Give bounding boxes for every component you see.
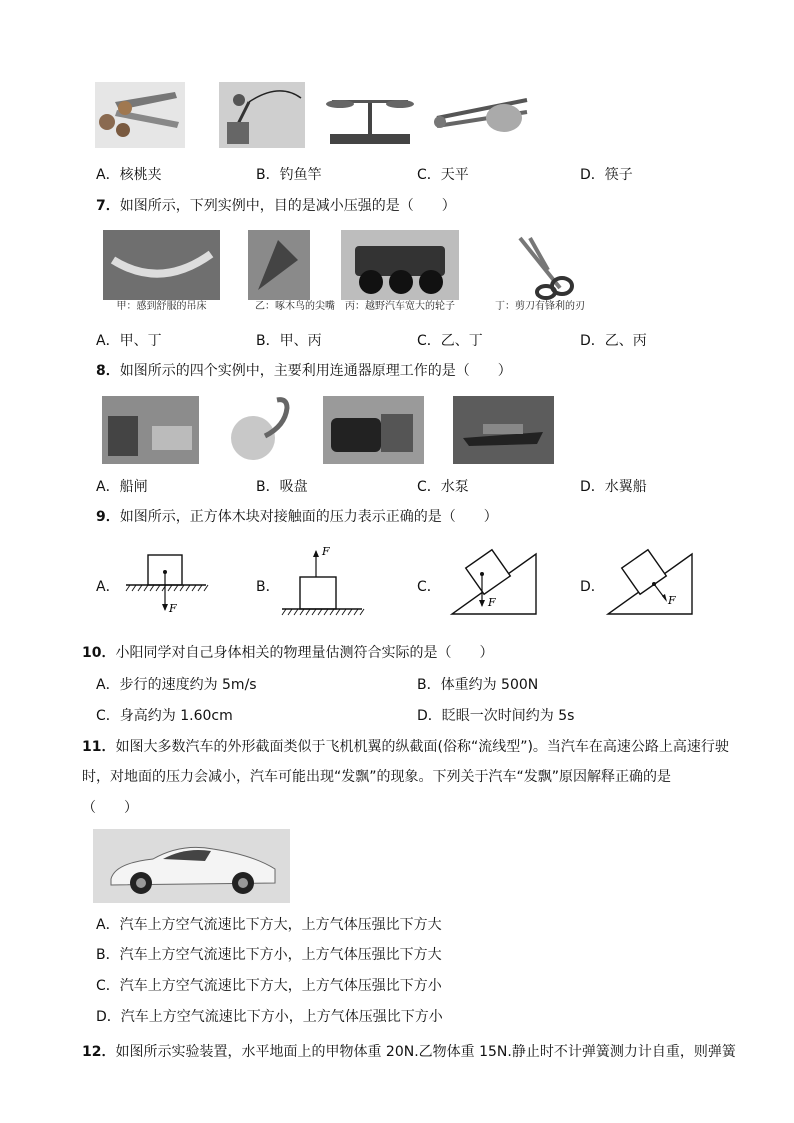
chopsticks-photo <box>432 82 532 148</box>
q9-label-b: B． <box>256 579 280 595</box>
q9-diagram-d <box>606 548 696 618</box>
question-number: 10． <box>82 645 116 661</box>
question-text: 如图大多数汽车的外形截面类似于飞机机翼的纵截面(俗称“流线型”)。当汽车在高速公路上高速行驶 <box>115 739 729 755</box>
suction-cup-photo <box>225 396 297 464</box>
question-text: 如图所示实验装置，水平地面上的甲物体重 20N.乙物体重 15N.静止时不计弹簧测力计自重，则弹簧 <box>115 1044 736 1060</box>
sports-car-icon <box>93 829 290 903</box>
walnut-cracker-photo <box>95 82 185 148</box>
q6-option-c: C．天平 <box>417 167 469 183</box>
question-number: 9． <box>96 509 120 525</box>
q10-option-d: D．眨眼一次时间约为 5s <box>417 708 575 724</box>
q9-diagram-c <box>450 548 540 618</box>
hydrofoil-icon <box>453 396 554 464</box>
ship-lock-icon <box>102 396 199 464</box>
fishing-rod-icon <box>219 82 305 148</box>
q9-diagram-b <box>282 545 362 621</box>
balance-scale-photo <box>322 82 418 148</box>
question-12-stem <box>82 1043 736 1061</box>
question-10-stem <box>82 644 493 662</box>
q8-option-c: C．水泵 <box>417 479 469 495</box>
woodpecker-icon <box>248 230 310 300</box>
question-text: 如图所示，下列实例中，目的是减小压强的是（ ） <box>119 198 456 214</box>
question-text: 如图所示的四个实例中，主要利用连通器原理工作的是（ ） <box>119 363 512 379</box>
question-8-stem <box>96 362 512 380</box>
question-text: 如图所示，正方体木块对接触面的压力表示正确的是（ ） <box>119 509 498 525</box>
q10-option-a: A．步行的速度约为 5m/s <box>96 677 257 693</box>
q11-option-d: D．汽车上方空气流速比下方小，上方气体压强比下方小 <box>96 1009 443 1025</box>
question-number: 8． <box>96 363 120 379</box>
force-label: F <box>488 596 496 609</box>
q8-option-a: A．船闸 <box>96 479 148 495</box>
q9-diagram-a <box>126 550 206 620</box>
q7-option-b: B．甲、丙 <box>256 333 322 349</box>
q11-option-b: B．汽车上方空气流速比下方小，上方气体压强比下方大 <box>96 947 442 963</box>
question-11-stem-line1 <box>82 738 729 756</box>
caption-ding: 丁：剪刀有锋利的刃 <box>490 300 590 314</box>
ship-lock-photo <box>102 396 199 464</box>
sports-car-photo <box>93 829 290 903</box>
scissors-icon <box>490 230 590 300</box>
question-number: 7． <box>96 198 120 214</box>
offroad-vehicle-icon <box>341 230 459 300</box>
caption-bing: 丙：越野汽车宽大的轮子 <box>341 300 459 314</box>
woodpecker-photo <box>248 230 335 314</box>
question-11-blank: （ ） <box>82 800 138 816</box>
q9-label-a: A． <box>96 579 120 595</box>
q8-option-b: B．吸盘 <box>256 479 308 495</box>
chopsticks-icon <box>432 82 532 148</box>
question-number: 12． <box>82 1044 116 1060</box>
question-text: 小阳同学对自己身体相关的物理量估测符合实际的是（ ） <box>115 645 494 661</box>
q7-option-c: C．乙、丁 <box>417 333 483 349</box>
scissors-photo <box>490 230 590 314</box>
water-pump-icon <box>323 396 424 464</box>
q10-option-b: B．体重约为 500N <box>417 677 539 693</box>
water-pump-photo <box>323 396 424 464</box>
question-11-stem-line2: 时，对地面的压力会减小，汽车可能出现“发飘”的现象。下列关于汽车“发飘”原因解释正确的是 <box>82 769 672 785</box>
force-label: F <box>668 594 676 607</box>
q6-option-b: B．钓鱼竿 <box>256 167 322 183</box>
balance-scale-icon <box>322 82 418 148</box>
q6-option-d: D．筷子 <box>580 167 633 183</box>
q7-option-a: A．甲、丁 <box>96 333 162 349</box>
q11-option-a: A．汽车上方空气流速比下方大，上方气体压强比下方大 <box>96 917 442 933</box>
hammock-icon <box>103 230 220 300</box>
offroad-vehicle-photo <box>341 230 459 314</box>
question-9-stem <box>96 508 498 526</box>
q9-label-c: C． <box>417 579 441 595</box>
hydrofoil-photo <box>453 396 554 464</box>
fishing-rod-photo <box>219 82 305 148</box>
q7-option-d: D．乙、丙 <box>580 333 647 349</box>
suction-cup-icon <box>225 396 297 464</box>
q9-label-d: D． <box>580 579 605 595</box>
caption-yi: 乙：啄木鸟的尖嘴 <box>240 300 350 314</box>
force-label: F <box>169 602 177 615</box>
walnut-cracker-icon <box>95 82 185 148</box>
q10-option-c: C．身高约为 1.60cm <box>96 708 233 724</box>
hammock-photo <box>103 230 220 314</box>
force-label: F <box>322 545 330 558</box>
q11-option-c: C．汽车上方空气流速比下方大，上方气体压强比下方小 <box>96 978 442 994</box>
q8-option-d: D．水翼船 <box>580 479 647 495</box>
q6-option-a: A．核桃夹 <box>96 167 162 183</box>
caption-jia: 甲：感到舒服的吊床 <box>103 300 220 314</box>
question-number: 11． <box>82 739 116 755</box>
question-7-stem <box>96 197 456 215</box>
